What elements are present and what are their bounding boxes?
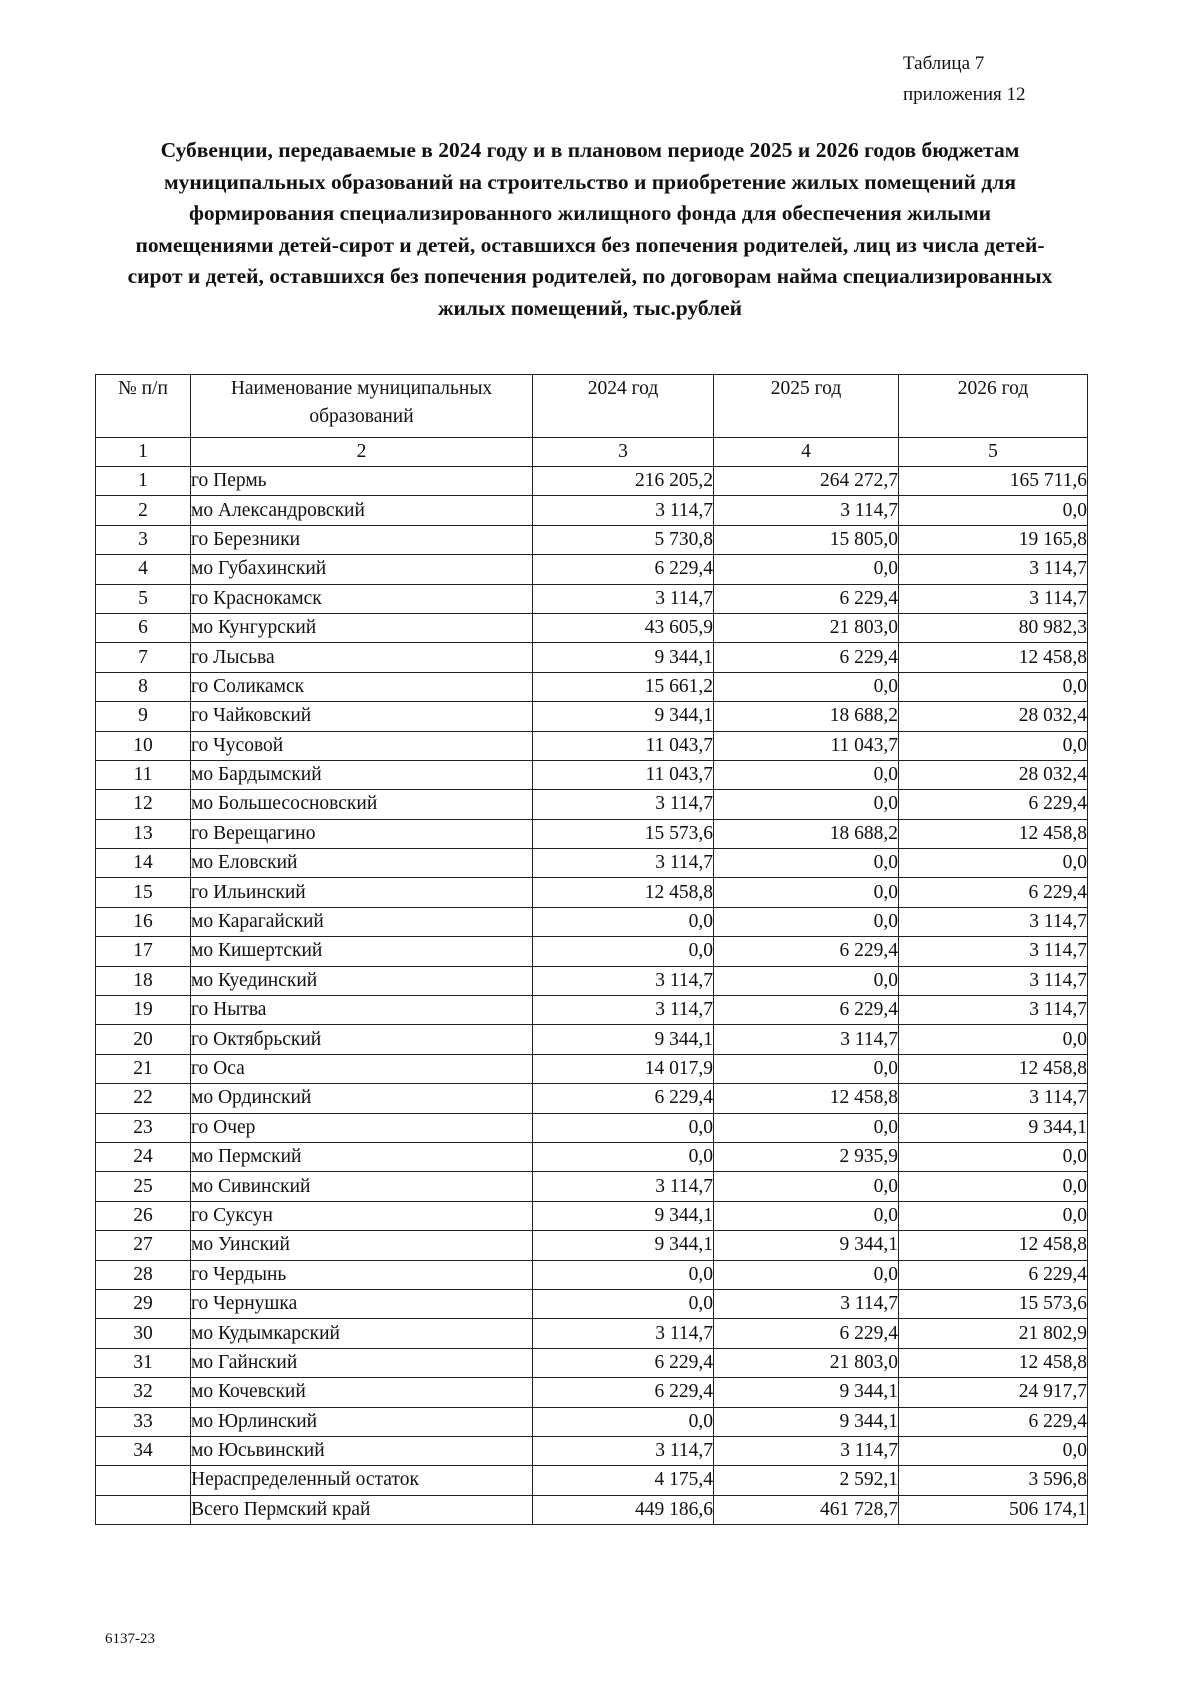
table-row <box>96 1466 1088 1495</box>
value-2026: 21 802,9 <box>899 1319 1088 1348</box>
row-number: 22 <box>96 1084 191 1113</box>
column-index-row <box>96 438 1088 467</box>
value-2024: 9 344,1 <box>533 702 714 731</box>
value-2026: 3 114,7 <box>899 907 1088 936</box>
value-2026: 3 596,8 <box>899 1466 1088 1495</box>
row-number: 20 <box>96 1025 191 1054</box>
value-2024: 449 186,6 <box>533 1495 714 1524</box>
value-2024: 9 344,1 <box>533 643 714 672</box>
value-2025: 6 229,4 <box>714 584 899 613</box>
table-row <box>96 1495 1088 1524</box>
table-row <box>96 731 1088 760</box>
row-number: 34 <box>96 1436 191 1465</box>
row-number: 12 <box>96 790 191 819</box>
value-2025: 15 805,0 <box>714 525 899 554</box>
value-2026: 6 229,4 <box>899 790 1088 819</box>
value-2024: 43 605,9 <box>533 613 714 642</box>
value-2026: 12 458,8 <box>899 1231 1088 1260</box>
value-2025: 3 114,7 <box>714 1436 899 1465</box>
row-number: 23 <box>96 1113 191 1142</box>
table-row <box>96 643 1088 672</box>
value-2026: 12 458,8 <box>899 819 1088 848</box>
table-row <box>96 1201 1088 1230</box>
value-2024: 3 114,7 <box>533 996 714 1025</box>
row-number: 10 <box>96 731 191 760</box>
row-number: 2 <box>96 496 191 525</box>
municipality-name: мо Карагайский <box>191 907 533 936</box>
value-2024: 15 573,6 <box>533 819 714 848</box>
row-number: 31 <box>96 1348 191 1377</box>
value-2026: 12 458,8 <box>899 1054 1088 1083</box>
municipality-name: мо Александровский <box>191 496 533 525</box>
row-number: 4 <box>96 555 191 584</box>
table-row <box>96 819 1088 848</box>
row-number: 21 <box>96 1054 191 1083</box>
table-row <box>96 1260 1088 1289</box>
value-2024: 3 114,7 <box>533 966 714 995</box>
value-2026: 28 032,4 <box>899 702 1088 731</box>
row-number: 15 <box>96 878 191 907</box>
municipality-name: мо Сивинский <box>191 1172 533 1201</box>
value-2024: 0,0 <box>533 907 714 936</box>
column-index: 3 <box>533 438 714 467</box>
value-2025: 6 229,4 <box>714 643 899 672</box>
table-row <box>96 1025 1088 1054</box>
value-2026: 80 982,3 <box>899 613 1088 642</box>
row-number: 3 <box>96 525 191 554</box>
header-2026: 2026 год <box>899 375 1088 438</box>
value-2025: 2 592,1 <box>714 1466 899 1495</box>
value-2026: 3 114,7 <box>899 966 1088 995</box>
table-row <box>96 937 1088 966</box>
value-2026: 3 114,7 <box>899 937 1088 966</box>
value-2025: 9 344,1 <box>714 1231 899 1260</box>
municipality-name: мо Ординский <box>191 1084 533 1113</box>
value-2026: 12 458,8 <box>899 1348 1088 1377</box>
value-2024: 0,0 <box>533 1407 714 1436</box>
municipality-name: мо Кишертский <box>191 937 533 966</box>
table-row <box>96 1436 1088 1465</box>
value-2026: 0,0 <box>899 731 1088 760</box>
value-2024: 3 114,7 <box>533 1172 714 1201</box>
value-2025: 0,0 <box>714 1054 899 1083</box>
row-number: 8 <box>96 672 191 701</box>
value-2024: 9 344,1 <box>533 1201 714 1230</box>
value-2026: 0,0 <box>899 849 1088 878</box>
value-2024: 3 114,7 <box>533 790 714 819</box>
table-row <box>96 613 1088 642</box>
value-2025: 0,0 <box>714 672 899 701</box>
table-row <box>96 878 1088 907</box>
table-row <box>96 1113 1088 1142</box>
value-2025: 3 114,7 <box>714 1289 899 1318</box>
table-row <box>96 1407 1088 1436</box>
row-number: 19 <box>96 996 191 1025</box>
header-number: № п/п <box>96 375 191 438</box>
table-row <box>96 1231 1088 1260</box>
value-2025: 3 114,7 <box>714 1025 899 1054</box>
value-2026: 6 229,4 <box>899 1407 1088 1436</box>
value-2025: 0,0 <box>714 966 899 995</box>
value-2024: 4 175,4 <box>533 1466 714 1495</box>
municipality-name: го Березники <box>191 525 533 554</box>
municipality-name: го Октябрьский <box>191 1025 533 1054</box>
municipality-name: го Чердынь <box>191 1260 533 1289</box>
municipality-name: го Очер <box>191 1113 533 1142</box>
value-2026: 0,0 <box>899 496 1088 525</box>
row-number: 7 <box>96 643 191 672</box>
municipality-name: го Лысьва <box>191 643 533 672</box>
value-2026: 6 229,4 <box>899 1260 1088 1289</box>
value-2025: 0,0 <box>714 1201 899 1230</box>
value-2025: 18 688,2 <box>714 702 899 731</box>
row-number <box>96 1495 191 1524</box>
value-2025: 12 458,8 <box>714 1084 899 1113</box>
value-2024: 15 661,2 <box>533 672 714 701</box>
value-2026: 0,0 <box>899 1172 1088 1201</box>
table-row <box>96 760 1088 789</box>
table-row <box>96 966 1088 995</box>
municipality-name: мо Еловский <box>191 849 533 878</box>
row-number: 5 <box>96 584 191 613</box>
value-2025: 9 344,1 <box>714 1407 899 1436</box>
row-number <box>96 1466 191 1495</box>
municipality-name: мо Пермский <box>191 1142 533 1171</box>
header-municipality: Наименование муниципальных образований <box>191 375 533 438</box>
value-2026: 0,0 <box>899 1436 1088 1465</box>
row-number: 28 <box>96 1260 191 1289</box>
table-row <box>96 525 1088 554</box>
value-2026: 0,0 <box>899 672 1088 701</box>
row-number: 1 <box>96 467 191 496</box>
municipality-name: Нераспределенный остаток <box>191 1466 533 1495</box>
row-number: 16 <box>96 907 191 936</box>
municipality-name: го Соликамск <box>191 672 533 701</box>
table-row <box>96 1054 1088 1083</box>
table-row <box>96 1172 1088 1201</box>
municipality-name: го Краснокамск <box>191 584 533 613</box>
municipality-name: мо Уинский <box>191 1231 533 1260</box>
municipality-name: го Оса <box>191 1054 533 1083</box>
row-number: 26 <box>96 1201 191 1230</box>
value-2024: 3 114,7 <box>533 1436 714 1465</box>
municipality-name: мо Губахинский <box>191 555 533 584</box>
value-2026: 0,0 <box>899 1201 1088 1230</box>
value-2026: 506 174,1 <box>899 1495 1088 1524</box>
value-2025: 21 803,0 <box>714 1348 899 1377</box>
table-row <box>96 790 1088 819</box>
row-number: 17 <box>96 937 191 966</box>
row-number: 27 <box>96 1231 191 1260</box>
value-2025: 0,0 <box>714 878 899 907</box>
value-2025: 0,0 <box>714 849 899 878</box>
row-number: 9 <box>96 702 191 731</box>
value-2025: 18 688,2 <box>714 819 899 848</box>
column-index: 1 <box>96 438 191 467</box>
value-2024: 5 730,8 <box>533 525 714 554</box>
table-row <box>96 996 1088 1025</box>
municipality-name: мо Бардымский <box>191 760 533 789</box>
municipality-name: го Чусовой <box>191 731 533 760</box>
appendix-number: приложения 12 <box>903 84 1026 105</box>
municipality-name: го Пермь <box>191 467 533 496</box>
value-2024: 0,0 <box>533 937 714 966</box>
value-2024: 6 229,4 <box>533 1084 714 1113</box>
header-2025: 2025 год <box>714 375 899 438</box>
municipality-name: мо Кудымкарский <box>191 1319 533 1348</box>
value-2025: 21 803,0 <box>714 613 899 642</box>
value-2026: 24 917,7 <box>899 1378 1088 1407</box>
value-2026: 3 114,7 <box>899 555 1088 584</box>
value-2026: 0,0 <box>899 1025 1088 1054</box>
row-number: 11 <box>96 760 191 789</box>
municipality-name: мо Кунгурский <box>191 613 533 642</box>
value-2026: 3 114,7 <box>899 1084 1088 1113</box>
row-number: 32 <box>96 1378 191 1407</box>
value-2024: 3 114,7 <box>533 1319 714 1348</box>
value-2026: 19 165,8 <box>899 525 1088 554</box>
table-row <box>96 1319 1088 1348</box>
table-number: Таблица 7 <box>903 53 985 74</box>
value-2024: 12 458,8 <box>533 878 714 907</box>
column-index: 2 <box>191 438 533 467</box>
value-2025: 0,0 <box>714 760 899 789</box>
header-2024: 2024 год <box>533 375 714 438</box>
table-row <box>96 672 1088 701</box>
table-row <box>96 1378 1088 1407</box>
value-2024: 0,0 <box>533 1260 714 1289</box>
value-2025: 0,0 <box>714 1260 899 1289</box>
value-2025: 2 935,9 <box>714 1142 899 1171</box>
value-2025: 264 272,7 <box>714 467 899 496</box>
row-number: 30 <box>96 1319 191 1348</box>
value-2026: 9 344,1 <box>899 1113 1088 1142</box>
value-2026: 15 573,6 <box>899 1289 1088 1318</box>
row-number: 14 <box>96 849 191 878</box>
column-index: 4 <box>714 438 899 467</box>
value-2024: 0,0 <box>533 1289 714 1318</box>
table-row <box>96 584 1088 613</box>
value-2024: 0,0 <box>533 1113 714 1142</box>
value-2026: 3 114,7 <box>899 996 1088 1025</box>
value-2025: 6 229,4 <box>714 996 899 1025</box>
row-number: 29 <box>96 1289 191 1318</box>
value-2025: 6 229,4 <box>714 937 899 966</box>
table-row <box>96 907 1088 936</box>
value-2026: 12 458,8 <box>899 643 1088 672</box>
value-2024: 3 114,7 <box>533 496 714 525</box>
value-2025: 0,0 <box>714 1113 899 1142</box>
value-2025: 0,0 <box>714 907 899 936</box>
table-row <box>96 1348 1088 1377</box>
value-2024: 6 229,4 <box>533 1378 714 1407</box>
municipality-name: мо Гайнский <box>191 1348 533 1377</box>
value-2025: 3 114,7 <box>714 496 899 525</box>
value-2024: 14 017,9 <box>533 1054 714 1083</box>
table-row <box>96 849 1088 878</box>
table-row <box>96 467 1088 496</box>
row-number: 18 <box>96 966 191 995</box>
table-row <box>96 1142 1088 1171</box>
value-2025: 9 344,1 <box>714 1378 899 1407</box>
value-2026: 0,0 <box>899 1142 1088 1171</box>
column-index: 5 <box>899 438 1088 467</box>
value-2026: 165 711,6 <box>899 467 1088 496</box>
value-2025: 11 043,7 <box>714 731 899 760</box>
row-number: 13 <box>96 819 191 848</box>
value-2025: 0,0 <box>714 790 899 819</box>
value-2024: 0,0 <box>533 1142 714 1171</box>
value-2025: 0,0 <box>714 1172 899 1201</box>
document-title: Субвенции, передаваемые в 2024 году и в плановом периоде 2025 и 2026 годов бюджетам муниципальных образований на строительство и приобретение жилых помещений для формирования специализированного жилищного фонда для обеспечения жилыми помещениями детей-сирот и детей, оставшихся без попечения родителей, лиц из числа детей-сирот и детей, оставшихся без попечения родителей, по договорам найма специализированных жилых помещений, тыс.рублей <box>127 138 1053 320</box>
value-2024: 6 229,4 <box>533 1348 714 1377</box>
municipality-name: мо Куединский <box>191 966 533 995</box>
municipality-name: го Ильинский <box>191 878 533 907</box>
subvention-table <box>95 374 1088 1525</box>
value-2025: 6 229,4 <box>714 1319 899 1348</box>
table-row <box>96 1084 1088 1113</box>
value-2024: 9 344,1 <box>533 1025 714 1054</box>
municipality-name: го Верещагино <box>191 819 533 848</box>
value-2025: 0,0 <box>714 555 899 584</box>
municipality-name: Всего Пермский край <box>191 1495 533 1524</box>
row-number: 6 <box>96 613 191 642</box>
municipality-name: мо Юсьвинский <box>191 1436 533 1465</box>
row-number: 33 <box>96 1407 191 1436</box>
table-header-row <box>96 375 1088 438</box>
row-number: 25 <box>96 1172 191 1201</box>
table-row <box>96 555 1088 584</box>
value-2024: 11 043,7 <box>533 731 714 760</box>
value-2026: 6 229,4 <box>899 878 1088 907</box>
value-2025: 461 728,7 <box>714 1495 899 1524</box>
municipality-name: го Чернушка <box>191 1289 533 1318</box>
municipality-name: го Нытва <box>191 996 533 1025</box>
value-2024: 9 344,1 <box>533 1231 714 1260</box>
municipality-name: го Чайковский <box>191 702 533 731</box>
value-2024: 216 205,2 <box>533 467 714 496</box>
municipality-name: мо Кочевский <box>191 1378 533 1407</box>
row-number: 24 <box>96 1142 191 1171</box>
table-row <box>96 496 1088 525</box>
value-2024: 11 043,7 <box>533 760 714 789</box>
value-2026: 3 114,7 <box>899 584 1088 613</box>
value-2024: 3 114,7 <box>533 849 714 878</box>
municipality-name: го Суксун <box>191 1201 533 1230</box>
value-2026: 28 032,4 <box>899 760 1088 789</box>
value-2024: 6 229,4 <box>533 555 714 584</box>
table-row <box>96 702 1088 731</box>
table-body <box>96 467 1088 1525</box>
table-reference <box>903 48 1025 110</box>
document-code: 6137-23 <box>105 1631 155 1647</box>
value-2024: 3 114,7 <box>533 584 714 613</box>
municipality-name: мо Юрлинский <box>191 1407 533 1436</box>
table-row <box>96 1289 1088 1318</box>
municipality-name: мо Большесосновский <box>191 790 533 819</box>
